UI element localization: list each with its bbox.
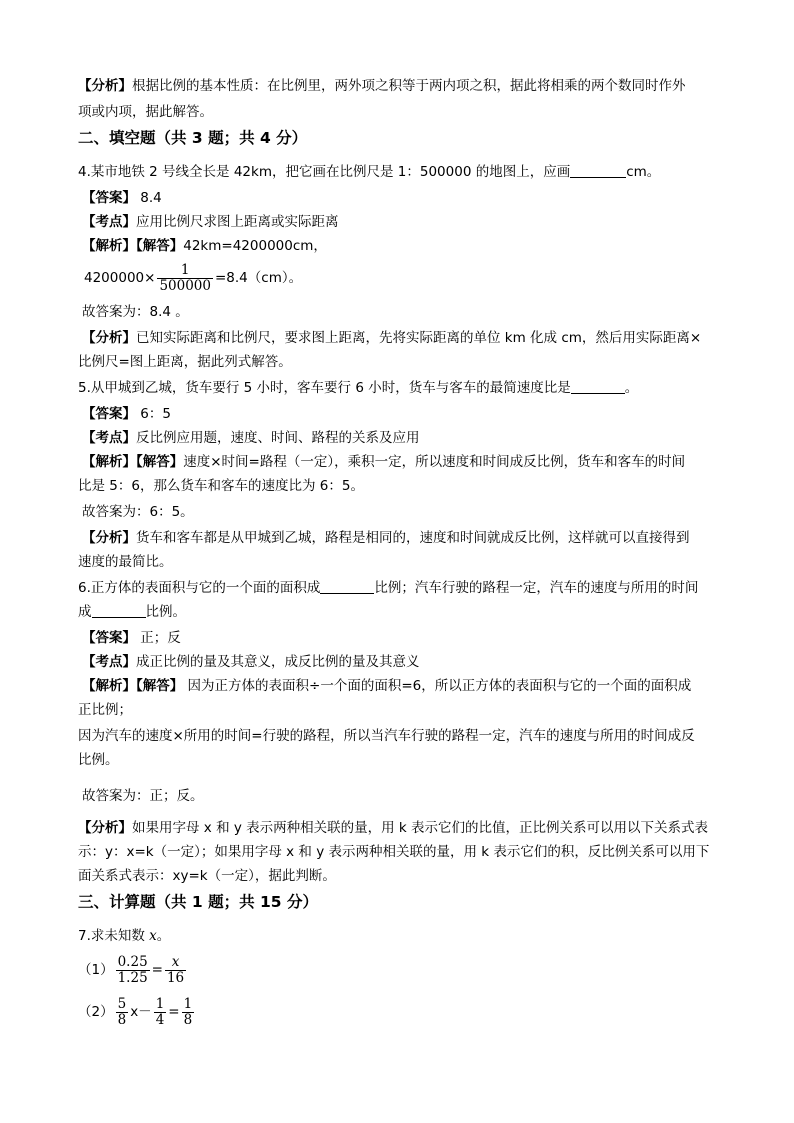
analysis-line: 【分析】货车和客车都是从甲城到乙城，路程是相同的，速度和时间就成反比例，这样就可以直接得到 xyxy=(82,530,690,546)
solution-label: 【解析】 xyxy=(82,454,136,470)
section-heading-calculation: 三、计算题（共 1 题；共 15 分） xyxy=(78,893,318,911)
answer-line: 【答案】 6：5 xyxy=(82,406,171,422)
analysis-line: 【分析】如果用字母 x 和 y 表示两种相关联的量，用 k 表示它们的比值，正比例关系可以用以下关系式表 xyxy=(78,820,709,836)
variable-x: x xyxy=(149,928,157,944)
analysis-line: 比例尺=图上距离，据此列式解答。 xyxy=(78,354,292,370)
solution-line: 【解析】【解答】 因为正方体的表面积÷一个面的面积=6，所以正方体的表面积与它的一个面的面积成 xyxy=(82,678,692,694)
point-label: 【考点】 xyxy=(82,214,136,230)
solution-line: 比是 5：6，那么货车和客车的速度比为 6：5。 xyxy=(78,478,364,494)
point-line: 【考点】成正比例的量及其意义，成反比例的量及其意义 xyxy=(82,654,420,670)
analysis-label: 【分析】 xyxy=(78,820,132,836)
point-line: 【考点】应用比例尺求图上距离或实际距离 xyxy=(82,214,339,230)
solution-label: 【解析】 xyxy=(82,238,136,254)
solution-label: 【解析】 xyxy=(82,678,136,694)
conclusion-line: 故答案为：正；反。 xyxy=(82,788,204,804)
answer-label: 【答案】 xyxy=(82,190,136,206)
solution-line: 【解析】【解答】速度×时间=路程（一定），乘积一定，所以速度和时间成反比例，货车和客车的时间 xyxy=(82,454,686,470)
answer-line: 【答案】 8.4 xyxy=(82,190,162,206)
fraction: $\frac{1}{500000}$ xyxy=(159,261,211,294)
analysis-label: 【分析】 xyxy=(78,78,132,94)
equation-2: （2） $\frac{5}{8}$ x－ $\frac{1}{4}$ = $\frac{1}{8}$ xyxy=(78,995,193,1028)
answer-blank[interactable] xyxy=(92,603,146,618)
answer-blank[interactable] xyxy=(320,579,374,594)
fraction: $\frac{1}{4}$ xyxy=(155,995,165,1028)
question-5: 5.从甲城到乙城，货车要行 5 小时，客车要行 6 小时，货车与客车的最简速度比是 。 xyxy=(78,380,639,396)
analysis-label: 【分析】 xyxy=(82,530,136,546)
analysis-label: 【分析】 xyxy=(82,330,136,346)
point-label: 【考点】 xyxy=(82,654,136,670)
section-heading-fill-blank: 二、填空题（共 3 题；共 4 分） xyxy=(78,129,308,147)
analysis-line: 面关系式表示：xy=k（一定），据此判断。 xyxy=(78,868,336,884)
equation-1: （1） $\frac{0.25}{1.25}$ = $\frac{x}{16}$ xyxy=(78,953,185,986)
solution-line: 比例。 xyxy=(78,752,119,768)
answer-label: 【答案】 xyxy=(82,406,136,422)
point-label: 【考点】 xyxy=(82,430,136,446)
fraction: $\frac{0.25}{1.25}$ xyxy=(117,953,148,986)
analysis-line: 速度的最简比。 xyxy=(78,554,173,570)
solution-line: 正比例； xyxy=(78,702,132,718)
answer-blank[interactable] xyxy=(571,379,625,394)
analysis-line: 【分析】根据比例的基本性质：在比例里，两外项之积等于两内项之积，据此将相乘的两个数同时作外 xyxy=(78,78,686,94)
solution-line: 【解析】【解答】42km=4200000cm， xyxy=(82,238,327,254)
analysis-line: 示：y：x=k（一定）；如果用字母 x 和 y 表示两种相关联的量，用 k 表示它们的积，反比例关系可以用下 xyxy=(78,844,710,860)
solve-label: 【解答】 xyxy=(136,454,184,470)
analysis-line: 项或内项，据此解答。 xyxy=(78,104,213,120)
answer-blank[interactable] xyxy=(570,163,626,178)
conclusion-line: 故答案为：8.4 。 xyxy=(82,304,189,320)
fraction: $\frac{5}{8}$ xyxy=(117,995,127,1028)
analysis-line: 【分析】已知实际距离和比例尺，要求图上距离，先将实际距离的单位 km 化成 cm，然后用实际距离× xyxy=(82,330,702,346)
answer-label: 【答案】 xyxy=(82,630,136,646)
solve-label: 【解答】 xyxy=(136,238,184,254)
question-6-cont: 成 比例。 xyxy=(78,604,186,620)
question-7: 7.求未知数 x。 xyxy=(78,928,171,944)
solve-label: 【解答】 xyxy=(136,678,184,694)
answer-line: 【答案】 正；反 xyxy=(82,630,181,646)
fraction: $\frac{1}{8}$ xyxy=(183,995,193,1028)
calc-line: 4200000× $\frac{1}{500000}$ =8.4（cm）。 xyxy=(84,261,303,294)
conclusion-line: 故答案为：6：5。 xyxy=(82,504,194,520)
fraction: $\frac{x}{16}$ xyxy=(166,953,185,986)
point-line: 【考点】反比例应用题，速度、时间、路程的关系及应用 xyxy=(82,430,420,446)
solution-line: 因为汽车的速度×所用的时间=行驶的路程，所以当汽车行驶的路程一定，汽车的速度与所用的时间成反 xyxy=(78,728,695,744)
question-6: 6.正方体的表面积与它的一个面的面积成 比例；汽车行驶的路程一定，汽车的速度与所用的时间 xyxy=(78,580,699,596)
question-4: 4.某市地铁 2 号线全长是 42km，把它画在比例尺是 1：500000 的地图上，应画 cm。 xyxy=(78,164,661,180)
